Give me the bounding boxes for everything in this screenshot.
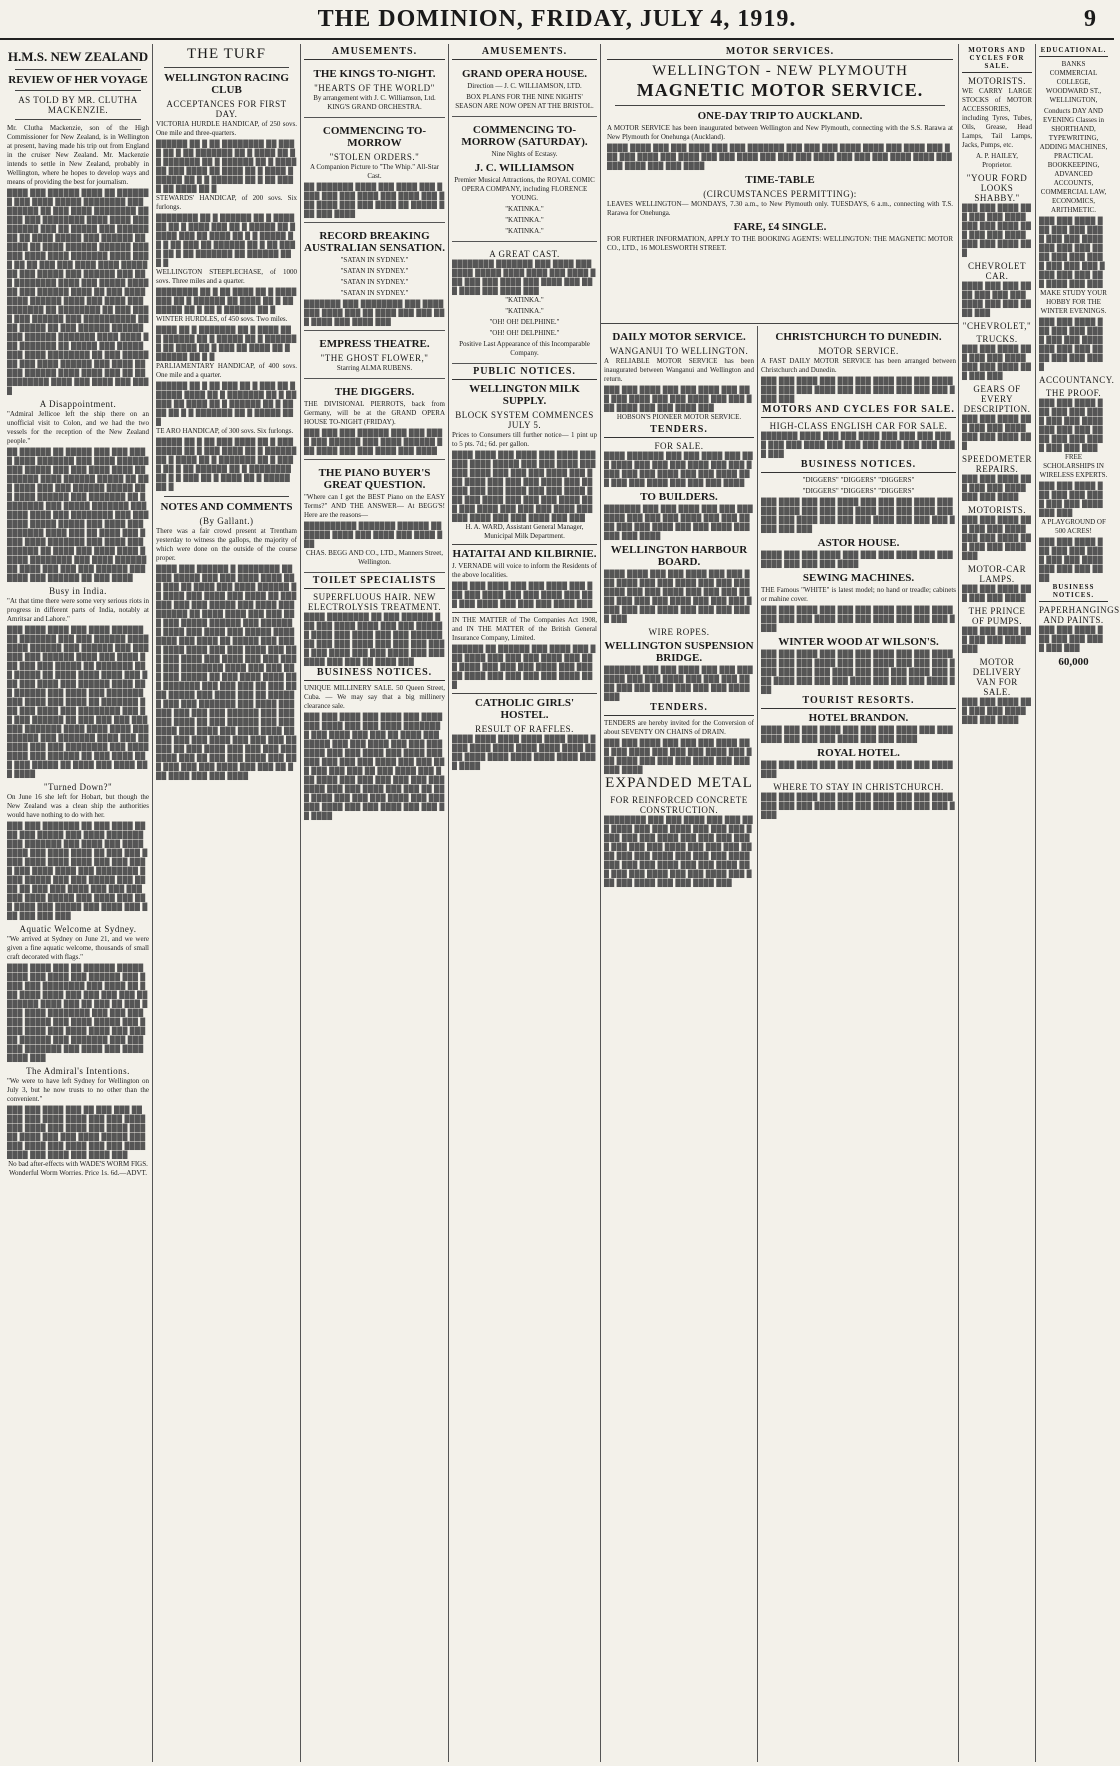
ad-number: 60,000 [1058,656,1089,668]
ad-title: A PLAYGROUND OF 500 ACRES! [1041,518,1106,535]
ad-body: ███ ███ ████ ███ ███ ███ ████ ███ ███ ████ ███ ███ ███ ████ ███ ███ ████ ███ ███ ███ [1039,399,1104,452]
ad-title: MOTOR DELIVERY VAN FOR SALE. [972,657,1022,697]
column-5-left [601,326,757,1762]
ad-title: CHEVROLET CAR. [968,261,1026,281]
ad-signature: A. P. HAILEY, Proprietor. [975,152,1019,169]
section-header: AMUSEMENTS. [452,46,597,60]
ad-title: WINTER WOOD AT WILSON'S. [778,636,939,648]
ad-text: Direction — J. C. WILLIAMSON, LTD. [467,82,582,90]
timetable-heading: TIME-TABLE [745,174,815,186]
notice-body: ████ ████ ███ ████ ███ ████ ███ ███ ████ █████ ███ ███ ████ ███ ███ ████ ███ ███ ███ ████ ███ ███ ████ ███ ███ ███ ████ ███ ██ ███ ███ ███ ████ ███ ███ ████ ███ ███ ████ ███ ███ ███ ████ ███ ███ ████ ███ ███ ███ ████ ███ ███ ████ ███ ███ ████ ███ ███ [452,451,596,522]
section-title: THE TURF [187,46,266,62]
ad-title: MOTORISTS. [967,505,1027,515]
ad-title: THE PRINCE OF PUMPS. [968,606,1026,626]
body-text: ███ ███ ████ ███ ██ ███ ███ ██ ███ ███ ████ ████ ███ ███ ████ ███ ████ ███ ████ ███ ████ ███ ██ ████ ███ ███ ████ █████ ███ ███ ████ ███ ████ ███ ███ ████ ████ ███ ████ ███ ████ ███ [7,1106,146,1159]
paragraph: "At that time there were some very serious riots in progress in different parts of India, notably at Amritsar and Lahore." [7,597,149,623]
ad-body: ████ ████ ███ ███ ████ ███ ███ ███████ ███ ███ ███ ████ ████ ███ ████ ███ ███ ███ ████ ███ ████ ███ ███ ████ ███ ███ ███ ████ ███ ███ ███ ████ ████ ███ ███ ████ ███ ███ ████ [607,144,953,170]
ad-body: ███ ███ ████ ███ ███ ███ ████ ███ ███ ████ ███ [761,761,954,778]
notice-body: ███ ███ ████ ███ ███ ███ ████ ███ ███ ████ ███ ███ ███ ████ ███ ███ ████ ███ ███ ███ ████ ███ ███ ███ ████ [604,739,752,774]
section-heading: A Disappointment. [39,399,117,409]
ad-signature: HOBSON'S PIONEER MOTOR SERVICE. [616,413,742,421]
ad-body: ███ ███ ████ ███ ███ ███ ████ ███ ███ [1039,626,1104,652]
ad-title: CHRISTCHURCH TO DUNEDIN. [775,331,942,343]
ad-text: "DIGGERS" "DIGGERS" "DIGGERS" [802,487,915,495]
acceptances-heading: ACCEPTANCES FOR FIRST DAY. [166,99,287,119]
ad-body: ███ ████ ███ ███ ████ ███ ███ ███ ████ ███ ███ ████ ███ ███ ███ ████ ███ ███ ████ ███ ███ ███ ████ ███ ███ ███ ████ ███ ███ ███ ████ ███ ███ [761,498,956,533]
ad-title: MAKE STUDY YOUR HOBBY FOR THE WINTER EVENINGS. [1040,289,1107,315]
ad-title: SPEEDOMETER REPAIRS. [962,454,1033,474]
ad-body: ███ ███ ████ ███ ███ ███ ████ ███ ███ ████ ███ ███ ███ ████ ███ ███ ████ ███ ███ ███ ████ [761,793,956,819]
ad-subtitle: HIGH-CLASS ENGLISH CAR FOR SALE. [769,421,948,431]
ad-text: A FAST DAILY MOTOR SERVICE has been arranged between Christchurch and Dunedin. [761,357,956,374]
advertisement [452,244,597,364]
section-header: BUSINESS NOTICES. [1039,583,1108,602]
ad-body: ███ ███ ████ ███ ███ ███ ████ ███ ███ ████ ███ ███ ███ ████ ███ ███ ████ ███ ███ ███ ████ ███ ███ ███ ████ ███ ███ [1039,217,1106,288]
column-4 [448,44,600,1762]
ad-list-item: "SATAN IN SYDNEY." [340,256,409,264]
column-3 [300,44,448,1762]
ad-subtitle: "STOLEN ORDERS." [329,152,420,162]
section-heading: "Turned Down?" [43,782,113,792]
ad-subtitle: MOTOR SERVICE. [818,346,899,356]
ad-text: Positive Last Appearance of this Incomparable Company. [459,340,590,357]
ad-body: ████ ████████ ██ ███ ██████ ███ ███ ████ ████ ███ ███ ██████ ████ ███ ████ ███ ███ ████████ ███ ███ ████ ███ ███ ███ ████ ███ ████ ███ ███ ████ ███ ███ ████ ███ ███ ██ ████ ███ [304,613,445,666]
section-header: TENDERS. [604,702,754,716]
ad-body: ███ ███ ████ ███ ███ ███ ████ ███ ███ ████ ███ ███ ███ ████ ███ ███ ████ ███ [962,204,1032,257]
column-6 [958,44,1120,1762]
ad-title: J. C. WILLIAMSON [474,162,575,174]
show-title: "KATINKA." [505,216,544,224]
paragraph: "Admiral Jellicoe left the ship there on an unofficial visit to Colon, and we had the two vessels for the reception of the New Zealand people." [7,410,149,445]
ad-route: WELLINGTON - NEW PLYMOUTH [652,63,908,79]
notice-title: HATAITAI AND KILBIRNIE. [452,548,597,560]
ad-text: "DIGGERS" "DIGGERS" "DIGGERS" [802,476,915,484]
race-entries: ████████ ██ █ ██ ████ ██ █ ███████ ██ █ ██████ ██ ████ ██ █ ███████ ██ █ ██ █ ██████ ██ █ [156,288,297,314]
ad-subtitle: FOR REINFORCED CONCRETE CONSTRUCTION. [610,795,748,815]
ad-title: BANKS COMMERCIAL COLLEGE, WOODWARD ST., WELLINGTON, [1045,60,1102,104]
ad-body: ████ ███ ███ ████ ███ ███ ███ ████ ███ ███ ████ ███ [962,282,1032,317]
ad-title: EMPRESS THEATRE. [319,338,430,350]
notice-title: WELLINGTON HARBOUR BOARD. [610,544,748,568]
ad-subtitle: WANGANUI TO WELLINGTON. [609,346,749,356]
body-text: ████ ████ ███ ██ ██████ █████ ████ ███ ████ ███ ██████ ███ ████ ███ ████████ ███ ████ ██ ███ ████ ████ ███ ███ ███ ███ ████████ ████ ███ ██ ███ ██ ███ ████ ████ ████████ ███ ███ ███ ███ █████ ███ ████ █████ ███ ████ ████ ███ ████ ████ ███ █████ ██████ ███ ███████ ███ ███ ███ ███████ ███ ████ ███ ████ ████ ███ [7,964,148,1062]
ad-text: BOX PLANS FOR THE NINE NIGHTS' SEASON ARE NOW OPEN AT THE BRISTOL. [455,93,594,110]
ad-title: THE KINGS TO-NIGHT. [313,68,436,80]
race-heading: STEWARDS' HANDICAP, of 200 sovs. Six furlongs. [156,194,297,211]
ad-body: ███ ███ ████ ███ ███ ███ ████ ███ ███ ████ ███ [962,415,1032,450]
column-6-left [959,44,1035,1762]
ad-title: COMMENCING TO-MORROW (SATURDAY). [461,124,588,148]
ad-title: GRAND OPERA HOUSE. [462,68,587,80]
show-title: "KATINKA." [505,205,544,213]
paragraph: On June 16 she left for Hobart, but though the New Zealand was a clean ship the authorities would have nothing to do with her. [7,793,149,819]
ad-headline: MAGNETIC MOTOR SERVICE. [636,80,924,100]
magnetic-motor-advert [601,44,959,324]
raffle-numbers: ████ ████ ████ ████ ████ ████ ████ ████ ████ ████ ████ ████ ████ ████ ████ ████ ████ ████ ████ ████ [452,735,596,770]
ad-subtitle: SUPERFLUOUS HAIR. NEW ELECTROLYSIS TREATMENT. [307,592,442,612]
advertisement [452,119,597,242]
notice-title: WELLINGTON SUSPENSION BRIDGE. [604,640,754,664]
show-title: "KATINKA." [505,296,544,304]
ad-body: ███ ███ ████ ███ ███ ███ ████ ███ ███ ████ ███ ███ ███ [962,345,1032,380]
column-5-right [757,326,959,1762]
ad-text: UNIQUE MILLINERY SALE. 50 Queen Street, Cuba. — We may say that a big millinery clearance sale. [304,684,445,710]
timetable-text: LEAVES WELLINGTON— MONDAYS, 7.30 a.m., to New Plymouth only. TUESDAYS, 6 a.m., connecting with T.S. Rarawa for Onehunga. [607,200,953,217]
notice-body: ███████ ███ ███ ████ ███ ███ ███ ████ ███ ███ ████ ███ ███ ███ ████ ███ ███ ████ ███ ███ ███ ████ ███ [604,666,754,701]
ad-body: ███████ ███ ████████ ███ ████ ███ ████ ███ ██ ████ ███ ███ ███ ████ ███ ████ ███ [304,300,445,326]
notice-subtitle: RESULT OF RAFFLES. [475,724,574,734]
ad-title: ACCOUNTANCY. [1039,375,1115,385]
section-header: BUSINESS NOTICES. [761,459,956,473]
page-number: 9 [1084,6,1096,32]
column-5 [600,44,958,1762]
show-title: "KATINKA." [505,227,544,235]
section-header: MOTORS AND CYCLES FOR SALE. [962,46,1032,73]
column-2 [152,44,300,1762]
ad-body: ███ ███ ████ ███ ███ ███ ████ ███ ███ ████ ███ ███ ███ ████ ███ ███ ████ [1039,318,1104,371]
paragraph: Mr. Clutha Mackenzie, son of the High Commissioner for New Zealand, is in Wellington at present, having made his trip out from England in the cruiser New Zealand. Mr. Mackenzie intends to settle in New Zealand, probably in Wellington, where he hopes to develop ways and means of providing the best for journalism. [7,124,149,186]
ad-list-item: "SATAN IN SYDNEY." [340,289,409,297]
race-heading: WELLINGTON STEEPLECHASE, of 1000 sovs. Three miles and a quarter. [156,268,297,285]
section-header: AMUSEMENTS. [304,46,445,60]
section-header: EDUCATIONAL. [1039,46,1108,57]
column-1 [4,44,152,1762]
ad-title: RECORD BREAKING AUSTRALIAN SENSATION. [304,230,445,254]
ad-body: ████████ ███ ███ ████ ███ ███ ███ ████ ███ ███ ████ ███ ███ ███ ████ ███ ███ ████ ███ ███ ███ ████ ███ ███ ███ ████ ███ ███ ███ ████ ███ ███ ████ ███ ███ ███ ████ ███ ███ ███ ████ ███ ███ ████ ███ ███ ███ ████ ███ ███ ████ ███ ███ ███ ████ ███ ███ ████ ███ [604,816,754,887]
notes-heading: NOTES AND COMMENTS [160,501,293,513]
ad-text: "Where can I get the BEST Piano on the EASY Terms?" AND THE ANSWER— At BEGG'S! Here are the reasons— [304,493,445,519]
club-heading: WELLINGTON RACING CLUB [164,72,289,96]
notice-subtitle: BLOCK SYSTEM COMMENCES JULY 5. [455,410,594,430]
section-heading: The Admiral's Intentions. [26,1066,130,1076]
ad-body: ██████████ ███████ ██████ ███████ ████ ███ ████ ███ ████ ███ [304,522,443,548]
ad-body: ███ ███ ████ ███ ███ ███ ████ ███ ███ ████ ███ ███ ███ ████ ███ ███ ████ ███ ███ ███ ████ ███ [761,377,956,403]
section-header: TOURIST RESORTS. [761,695,956,709]
ad-text: A MOTOR SERVICE has been inaugurated between Wellington and New Plymouth, connecting with the S.S. Rarawa at New Plymouth for Onehunga (Auckland). [607,124,953,141]
ad-body: ███ ███ ████ ███ ███ ███ ████ ███ ███ ████ ███ ███ ███ ████ [1039,538,1104,582]
ad-body: ███ ███ ████ ███ ███ ███ ████ ███ ███ ████ ███ ███ ███ ████ ███ ███ ████ ███ ███ ███ ████ [761,606,956,632]
advertisement [304,63,445,118]
ad-title: HOTEL BRANDON. [808,712,909,724]
notice-title: WELLINGTON MILK SUPPLY. [469,383,580,407]
show-title: "KATINKA." [505,307,544,315]
advertisement [304,462,445,573]
paragraph: "We were to have left Sydney for Wellington on July 3, but he now trusts to no other than the convenient." [7,1077,149,1103]
timetable-subheading: (CIRCUMSTANCES PERMITTING): [703,189,857,199]
advertisement [304,381,445,460]
notice-body: ███████ ███ ███ ████ ███ ███ ███ ████ ███ ███ ███ ████ ███ ███ ████ ███ ███ ████ ███ ███ ████ ███ ███ ███ ████ [604,505,754,540]
masthead [0,0,1114,40]
ad-title: MOTOR-CAR LAMPS. [967,564,1027,584]
ad-text: THE DIVISIONAL PIERROTS, back from Germany, will be at the GRAND OPERA HOUSE TO-NIGHT (FRIDAY). [304,400,445,426]
ad-headline: EXPANDED METAL [605,775,753,791]
body-text: ████ ███ ██████ █ ████████ ██ ███ █████ ███ ███ ████ ████ ███ ███ ██ ████ ███ ████ ██████ ██ ████ ███ ████ ███ ████ ██ ███ ███ ███ ███ █████ ███ ████ ███ ██████ ██ ████ ████ ███ ███ ███ ███ █████ ██████ ███ ███████ ████ ███ ████ ███ █████ ████ ████ ███ ████ ██ █████ ███ ████ ████ ████ ███ ███ ████ ███ ███ ███ ████ ███ ████ ███ ███ ████ ███ ████████ ████ ███ ███ ███ ███ █████ ██ ███ ████ ████ ███ ███████ ███ ███ ███ ██ ███ ████ █████ ███ ████ ███ ██ ██████ ███ ███ ███████ ███ ████ ███ ███ ███ ███ ███ ██████ ███ ███ ███ ████ ██ ███ ██████ ███ ███ ████ ███ ████ ███ ████ ████ ██ ███ ███ ███ ████ ███ ███ ███ █████ ██ ███ ████ ███ ███ ███ ███ ████ ███ ██ ███ ███ ████ ███ ███ ███ ███ ███ ████ ███ ███ ██ ███ ████ ███ ███ ████ [156,565,297,780]
ad-title: MOTORISTS. [967,76,1027,86]
article-title: H.M.S. NEW ZEALAND [7,49,149,64]
section-header: PUBLIC NOTICES. [452,366,597,380]
ad-title: THE DIGGERS. [334,386,415,398]
ad-text: FOR FURTHER INFORMATION, APPLY TO THE BOOKING AGENTS: WELLINGTON: THE MAGNETIC MOTOR CO., LTD., 16 MOLESWORTH STREET. [607,235,953,252]
notice-text: TENDERS are hereby invited for the Conversion of about SEVENTY ON CHAINS of DRAIN. [604,719,754,736]
section-header: MOTORS AND CYCLES FOR SALE. [761,404,956,418]
notice-text: Prices to Consumers till further notice— 1 pint up to 5 pts. 7d.; 6d. per gallon. [452,431,597,448]
ad-subtitle: "THE GHOST FLOWER," [320,353,429,363]
notice-body: ████ ███████ ███ ███ ████ ███ ███ ████ ███ ███ ███ ████ ███ ███ ████ ███ ███ ████ ███ ███ ████ ███ ███ ███ ████ ███ ███ ███ ████ [604,452,754,487]
fare: FARE, £4 SINGLE. [733,221,827,233]
advertisement [304,333,445,379]
ad-text: A RELIABLE MOTOR SERVICE has been inaugurated between Wanganui and Wellington and return. [604,357,754,383]
ad-body: ███ ███ ████ ███ ███ ███ ████ ███ ███ ████ ███ ███ [1039,482,1104,517]
ad-title: GEARS OF EVERY DESCRIPTION. [963,384,1031,414]
ad-body: ███ ███ ████ ███ ███ ███ ████ ███ ███ ████ [962,698,1032,724]
ad-body: ███████ ████ ███ ███ ████ ███ ███ ███ ████ ███ ███ ████ ███ ███ ███ ████ ███ ███ ████ ███ [761,432,956,458]
article-subtitle: REVIEW OF HER VOYAGE [8,74,148,86]
ad-text: Nine Nights of Ecstasy. [491,150,558,158]
article-byline: AS TOLD BY MR. CLUTHA MACKENZIE. [18,95,138,115]
paragraph: There was a fair crowd present at Trentham yesterday to witness the gallops, the majority of which were done on the outside of the course proper. [156,527,297,562]
notice-text: J. VERNADE will voice to inform the Residents of the above localities. [452,562,597,579]
race-entries: ████ ██ █ ███████ ██ █ ████ ██ █ ██████ ██ █ █████ ██ █ ███████ ██ ████ ██ █ ███ ██ ████ ██ █ ██████ ██ █ █ [156,326,297,361]
ad-text: Starring ALMA RUBENS. [336,364,413,372]
ad-subtitle: PAPERHANGINGS AND PAINTS. [1039,605,1120,625]
ad-title: COMMENCING TO-MORROW [322,125,427,149]
newspaper-title: THE DOMINION, FRIDAY, JULY 4, 1919. [317,6,797,32]
notice-subtitle: FOR SALE. [654,441,704,451]
ad-address: CHAS. BEGG AND CO., LTD., Manners Street, Wellington. [305,549,444,566]
body-text: ██ ██████ ██ █████ ███ ███ ████ ████ ███████ ███ ████ ██████ ███ █████ ███ ███ ████ ████ ████████ ████ ██████ █████ ██ ███ ████ ███ ███ ██████ █████ ███ ████ ██████ ███ ███████ ██ ████████ ███ █████ ███████ ███ ████ ████ ███ ████████ ███ ███████ █████ █████ ███ ████ ███ ███████ ████ ███ ██ ████ ███ ████ ████ ███████ ███ ████ ███ ██████ ██ ████ ███ ████ ████ █████ ████████ ███ ████ ██████ ██ ████ ███ ███ ███ ██████ ███ ████ ███ ██████ ██ ███ ████ [7,448,149,582]
ad-title: SEWING MACHINES. [802,572,915,584]
section-heading: Busy in India. [49,586,107,596]
notice-title: TO BUILDERS. [640,491,718,503]
ad-title: ROYAL HOTEL. [817,747,900,759]
body-text: ████ ███ ██████ ████ ██ ███████ ███ ████ █████ ████████ ███ ██████ ██ ███ ████ ████████ █████ ███ ████████ ████ ████ ███ ██████ ███ ██ █████ ███ ████████ ██ ████ █████ ███ ██████ ██████ ██ ████ ██████ ██████ ███ ███ ████ ████ ███████ ████ ████ ██ ██ ███ ███ ████ ████ █████ ██ ███ █████ ███ ██████ ███ ███ ████████ ████ ███ █████ ██████ ███ ██████ ████ ██ ███ ████████ ██████ ████ ███ ████ ███ ███████ ██ ████████ ██ ███ ████ ███ ██████ ███ ██████████ ████ █████ ██ ███ ██████ ██████ ███ ██████ ███████ ████ ████ ███ ███████ ██ █████ ███ █████ ███ ████ ████████ ██ ███ ███████ ███ ████ ██████ ███ ████ ██ ███ ██████ ████ ████ ███ ██ ██████████ ████ ███ ████ ███ ████ [7,189,149,395]
ad-body: ███ ███ ████ ███ ███ ███ ████ ███ ███ ████ ███ ███ ███ ████ ███ ███ ████ ███ ███ ███ ████ ███ ███ ███ ████ ███ ███ ███ ████ ███ ███ ████ ███ ███ ███ ████ ███ ███ ███ ████ ███ [761,650,956,694]
advertisement [304,225,445,331]
notice-title: CATHOLIC GIRLS' HOSTEL. [474,697,575,721]
ad-title: DAILY MOTOR SERVICE. [612,331,746,343]
section-heading: Aquatic Welcome at Sydney. [19,924,137,934]
ad-text: By arrangement with J. C. Williamson, Ltd. KING'S GRAND ORCHESTRA. [313,94,436,111]
race-entries: ██████ ██ █ ██ ████████ ██ ████ ██ █ ██ ███████ ██ █ ████ ██ █ █ ███████ ██ █ ██████ ██ █ ████ ██ ███ ████ ██ ████ ██ █ ████ ██████ ██ █ █ ██████ ██ █ ██ ███ █ ██ ████ ██ █ [156,140,297,193]
ad-body: ███ ███ ████ ███ ███ ███ ████ ███ [962,627,1032,653]
race-heading: VICTORIA HURDLE HANDICAP, of 250 sovs. One mile and three-quarters. [156,120,297,137]
ad-subtitle: WHERE TO STAY IN CHRISTCHURCH. [773,782,944,792]
ad-body: ███ ███ ████ ███ ███ ███ ████ [962,585,1032,602]
paragraph: "We arrived at Sydney on June 21, and we were given a fine aquatic welcome, thousands of small craft decorated with flags." [7,935,149,961]
ad-body: ███ ███ ████ ███ ███ ███ ████ ███ ███ ████ ███ ███ ███ ████ ███ [962,516,1032,560]
race-heading: WINTER HURDLES, of 450 sovs. Two miles. [156,315,288,323]
race-heading: PARLIAMENTARY HANDICAP, of 400 sovs. One mile and a quarter. [156,362,297,379]
ad-body: ████ ███ ███ ████ ███ ███ ███ ████ ███ ███ ████ ███ ███ ███ ████ ███ ███ ████ [761,726,954,743]
ad-title: "YOUR FORD LOOKS SHABBY." [966,173,1028,203]
notice-text: IN THE MATTER of The Companies Act 1908, and IN THE MATTER of the British General Insurance Company, Limited. [452,616,597,642]
ad-text: Conducts DAY AND EVENING Classes in SHORTHAND, TYPEWRITING, ADDING MACHINES, PRACTICAL BOOKKEEPING, ADVANCED ACCOUNTS, COMMERCIAL LAW, ECONOMICS, ARITHMETIC. [1039,107,1108,214]
race-heading: TE ARO HANDICAP, of 300 sovs. Six furlongs. [156,427,294,435]
section-header: MOTOR SERVICES. [607,46,953,60]
ad-list-item: "SATAN IN SYDNEY." [340,267,409,275]
ad-text: THE Famous "WHITE" is latest model; no hand or treadle; cabinets or mahine cover. [761,586,956,603]
show-title: "OH! OH! DELPHINE." [489,329,560,337]
ad-subtitle: A GREAT CAST. [489,249,560,259]
ad-list-item: "SATAN IN SYDNEY." [340,278,409,286]
section-header: TOILET SPECIALISTS [304,575,445,589]
race-entries: ████████ ██ █ ██████ ██ █ ██████ ██ █ ████ ███ ██ █ █████ ██ █ ████ ███ ██ ████ ██ █ █ █████ ██ █ ██ ███ ██ ██████ ██ █ ██ ████ ██ █ ██ ███████ ██ ██████ ██ █ █ [156,214,296,267]
ad-title: ASTOR HOUSE. [817,537,900,549]
ad-text: A Companion Picture to "The Whip." All-Star Cast. [309,163,440,180]
ad-body: ███ ███ ███ ██████ ███ ███ ████ ███ ██████ ███ ████ ██████ ███ ████ ███ ███ ████ ███ ████ [304,429,443,455]
body-text: ███ ████ ████ ███ ████ ██████ ██ ███████ ███ ███ ██████ ████ ████ ██████ ███ ██████ ███ ███ ███ ███ ██████ ████ ███ ████ ███ ███ ███ █████ ██ ███████ ███ █████ ██ ████ ████ ████ ███ ███ ███ ████ ███ ██████ ████ ███ ██████ ███ ████ ███ ███████ ███ ████ ███ ████ ██ ███████ ███ ███ ████ ███ ████████ ███ ██ ███ ██████ ██ ███ ███ ███ ██████ ███████ ████ ████ ████ ███ ██████ ███ ███████ ████ ███ ██████ ███ ███ ████████ ███ ████ ████ ███ ██████ ██ ███ ████ ███ ███ █████ ██ ████ ███ ████ ███ ████ [7,626,149,778]
ad-body: ██ ███████ ████ ███ ████ ███ ████ ███ ███ ████ ███ ████ ███ ███ ████ ███ ███ ████ ██ █████ ███ ███ ████ [304,183,445,218]
section-header: TENDERS. [604,424,754,438]
notice-body: ███ ███ ████ ███ ███ ████ ███ ███ ███ ████ ███ ███ ████ ███ ███ ███ ████ ███ ███ ███ ████ ███ [452,582,593,608]
notice-subtitle: WIRE ROPES. [648,627,710,637]
ad-body: ████ ███ ███ ████ ███ ███ ███ ████ ███ ███ ████ ███ ███ ███ ████ [761,551,954,568]
advertisement [452,63,597,117]
ad-title: TRUCKS. [976,334,1018,344]
ad-subtitle: "HEARTS OF THE WORLD" [314,83,435,93]
ad-title: FREE SCHOLARSHIPS IN WIRELESS EXPERTS. [1039,453,1108,479]
ad-text: WE CARRY LARGE STOCKS of MOTOR ACCESSORIES, including Tyres, Tubes, Oils, Grease, Head Lamps, Tail Lamps, Jacks, Pumps, etc. [962,87,1032,149]
ad-title: "CHEVROLET," [962,321,1032,331]
advertisement-line: No bad after-effects with WADE'S WORM FIGS. Wonderful Worm Worries. Price 1s. 6d.—ADVT. [8,1160,148,1177]
ad-subheadline: ONE-DAY TRIP TO AUCKLAND. [697,110,863,122]
race-entries: █████ ██ █ ██ ███ ████ ██ █ ████████ ██ █ ███ ████ ██ █ ██████ ██ █ ████ ██ █ ███████ ██ █ ████ ██ █ ██ ██████ ██ █ ████████ ██ █ █ ███ ██ █ ████ ██ █ █████ ██ █ [156,438,297,491]
ad-title: THE PIANO BUYER'S GREAT QUESTION. [318,467,431,491]
advertisement [304,120,445,223]
ad-body: ███ ███ ████ ███ ███ ███ ████ ███ ███ ████ [962,475,1032,501]
section-header: BUSINESS NOTICES. [304,667,445,681]
notice-body: ██████ ██ ██████ ███ ████ ███ ███ ████ ███ ███ ███ ████ ███ ███ ████ ███ ███ ███ ████ ███ ███ ██ ████ ███ ███ ███ ███ ████ ███ [452,645,596,689]
ad-subtitle: THE PROOF. [1045,388,1102,398]
column-6-right [1035,44,1120,1762]
ad-body: ███ ███ ████ ███ ███ ████ ███ ███ ███ ████ ███ ███ ████ ███ ███ ███ ████ ███ ███ ████ ███ [604,386,752,412]
race-entries: ██████ ██ █ ██ ███ ██ █ ███ ██ █ █████ ████ ██ █ ███████ ██ █ ██ ███ ██ ████ ██ █ ██████ ██ █ ████ ██ █ █ ███████ ██ █ █████ ██ █ [156,382,297,426]
show-title: "OH! OH! DELPHINE." [489,318,560,326]
body-text: ███ ███ ███████ ██ ███ ████ ████ ███ █████ ███ ████ ███████ ███ ███████ ███ ████ ███ ████ ████ ███ ████ ████ ██ ███ ███ ████ ████ ████ ████ ███ ███ ████ ███ ████ ████ ███ ████████ ████ █████ ███ ███ █████ ███ ████ ██ ███ ███ ████ ███ ███ ███ ███ ████ █████ ███ ████ ███ ███ ████ ███ █████ ███ ████ ███ ███ ███ ███ ███ [7,822,148,920]
notes-byline: (By Gallant.) [199,516,254,526]
ad-body: ███ ███ ████ ███ ████ ███ ████ ███ ████ ███ ███ ████ ████████ ███ ████ ███ ███ ██ ████ ███ █████ ███ ███ ████ ███ ███ ███ ████ ███ ███ ████ ███ ████ ██████ ███ ███ ███ ████ ███ ███ ███ ███ ███ ███ ██ ███ ████ ███ ███ ████ ███ ███ ███ ███ ███ ███ ████ ███ ███ ████ ███ ███ ██ ███ ████ ███ ███ ███ ████ ███ ███ ███ ████ ███ ███ ████ ███ ███ ██ ████ [304,713,445,820]
notice-body: ████ ████ ███ ███ ████ ███ ███ ███ ████ ███ ███ ████ ███ ███ ███ ████ ███ ███ ████ ███ ███ ███ ████ ███ ███ ███ ████ ███ ███ ███ ████ ███ ███ ████ ███ ███ ███ ████ ███ [604,570,752,623]
notice-signature: H. A. WARD, Assistant General Manager, Municipal Milk Department. [465,523,584,540]
ad-body: ████████ ███████ ███ ████ ███ ████ █████ ████ ████ ███ ████ ███ ███ ███ ████ ███ ████ ███ ███ ████ ███ ████ ███ [452,260,596,295]
ad-text: Premier Musical Attractions, the ROYAL COMIC OPERA COMPANY, including FLORENCE YOUNG. [454,176,595,202]
